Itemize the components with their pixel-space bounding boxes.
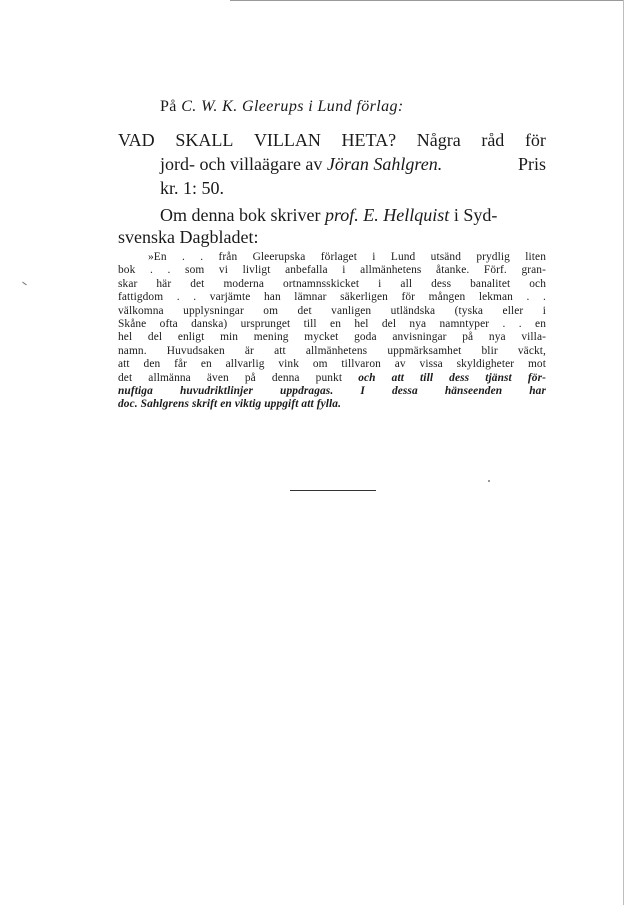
section-divider	[290, 490, 376, 491]
quote-line: välkomna upplysningar om det vanligen utländska (tyska eller i	[118, 304, 546, 317]
scan-edge-top	[230, 0, 624, 1]
quote-line: fattigdom . . varjämte han lämnar säkerligen för mången lekman . .	[118, 291, 546, 304]
entry-word: SKALL	[175, 130, 234, 150]
book-entry	[118, 128, 546, 200]
quote-line: skar här det moderna ortnamnsskicket i all dess banalitet och	[118, 277, 546, 290]
entry-word: HETA?	[341, 130, 397, 150]
entry-title-line	[118, 128, 546, 152]
publisher-name: C. W. K. Gleerups i Lund förlag:	[181, 98, 404, 115]
quote-line-10-italic: och att till dess tjänst för-	[358, 371, 546, 384]
publisher-prefix: På	[160, 98, 182, 115]
speck-right	[488, 480, 490, 482]
review-intro	[118, 204, 546, 248]
review-intro-b: i Syd-	[449, 205, 498, 225]
quote-line: hel del enligt min mening mycket goda anvisningar på nya villa-	[118, 331, 546, 344]
entry-subtitle: jord- och villaägare av	[160, 154, 327, 174]
review-author: prof. E. Hellquist	[324, 205, 450, 225]
review-intro-line-1	[118, 204, 546, 226]
entry-author: Jöran Sahlgren.	[326, 154, 443, 174]
speck-left	[22, 282, 27, 286]
quote-line-italic-last: doc. Sahlgrens skrift en viktig uppgift att fylla.	[118, 398, 342, 411]
entry-word: Några	[416, 130, 461, 150]
quote-line: bok . . som vi livligt anbefalla i allmänhetens åtanke. Förf. gran-	[118, 264, 546, 277]
entry-word: råd	[481, 130, 505, 150]
entry-word: VILLAN	[253, 130, 321, 150]
entry-price: kr. 1: 50.	[160, 178, 225, 198]
entry-author-line	[118, 152, 546, 176]
quote-line: att den får en allvarlig vink om tillvaron av vissa skyldigheter mot	[118, 358, 546, 371]
review-intro-text	[160, 204, 497, 226]
entry-word: för	[524, 130, 546, 150]
entry-author-text	[160, 152, 442, 176]
publisher-line	[160, 98, 404, 116]
entry-price-label: Pris	[517, 154, 546, 174]
review-intro-line-2: svenska Dagbladet:	[118, 227, 259, 247]
review-quote	[118, 251, 546, 412]
quote-line-10-roman: det allmänna även på denna punkt	[118, 371, 359, 384]
quote-line: Skåne ofta danska) ursprunget till en hel del nya namntyper . . en	[118, 318, 546, 331]
quote-line: »En . . från Gleerupska förlaget i Lund utsänd prydlig liten	[148, 251, 546, 263]
review-intro-a: Om denna bok skriver	[160, 205, 325, 225]
entry-word: VAD	[118, 130, 155, 150]
entry-price-line	[118, 176, 546, 200]
quote-line-italic: nuftiga huvudriktlinjer uppdragas. I dessa hänseenden har	[118, 385, 546, 398]
quote-line-mixed	[118, 372, 546, 385]
quote-line: namn. Huvudsaken är att allmänhetens uppmärksamhet blir väckt,	[118, 344, 546, 357]
